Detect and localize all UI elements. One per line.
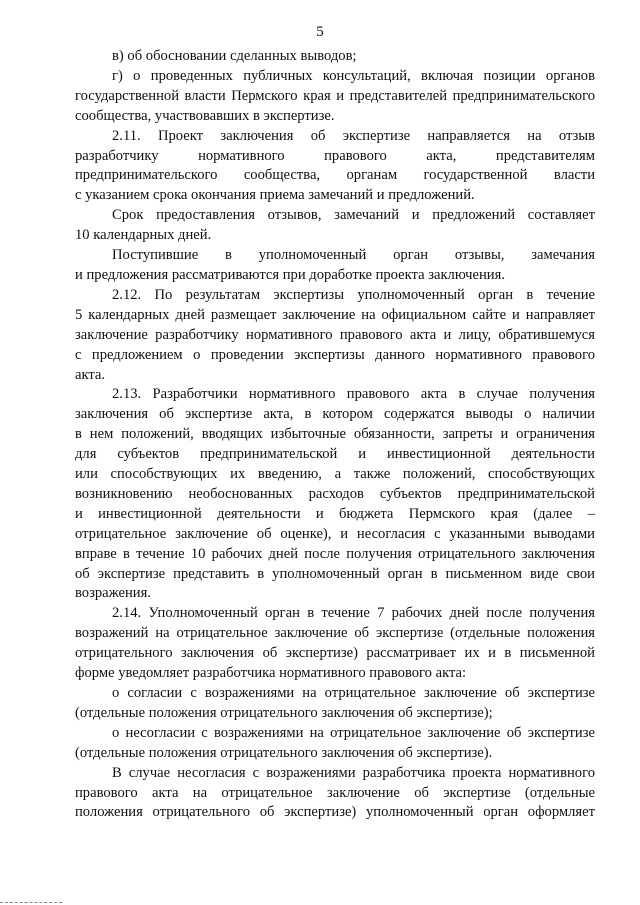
scan-edge-mark xyxy=(0,902,62,903)
text-line: 2.12. По результатам экспертизы уполномоченный орган в течение xyxy=(112,286,595,303)
paragraph-p5 xyxy=(75,246,595,286)
text-line: акта. xyxy=(75,366,106,383)
text-line: и инвестиционной деятельности и бюджета Пермского края (далее – xyxy=(75,505,595,522)
text-line: отрицательное заключение об оценке), и несогласия с указанными выводами xyxy=(75,525,595,542)
text-line: В случае несогласия с возражениями разработчика проекта нормативного xyxy=(112,764,595,781)
paragraph-p7 xyxy=(75,385,595,604)
text-line: 2.14. Уполномоченный орган в течение 7 рабочих дней после получения xyxy=(112,605,595,622)
text-line: Срок предоставления отзывов, замечаний и предложений составляет xyxy=(112,207,595,224)
text-line: 5 календарных дней размещает заключение на официальном сайте и направляет xyxy=(75,306,595,323)
text-line: в) об обосновании сделанных выводов; xyxy=(112,48,357,64)
paragraph-p8 xyxy=(75,604,595,684)
text-line: правового акта на отрицательное заключение об экспертизе (отдельные xyxy=(75,784,595,801)
text-line: отрицательного заключения об экспертизе) рассматривает их и в письменной xyxy=(75,645,595,662)
text-line: с указанием срока окончания приема замечаний и предложений. xyxy=(75,187,475,204)
paragraph-p9 xyxy=(75,684,595,724)
text-line: Поступившие в уполномоченный орган отзывы, замечания xyxy=(112,247,595,264)
text-line: заключение разработчику нормативного правового акта и лицу, обратившемуся xyxy=(75,326,595,343)
text-line: об экспертизе представить в уполномоченный орган в письменном виде свои xyxy=(75,565,595,582)
text-line: для субъектов предпринимательской и инвестиционной деятельности xyxy=(75,446,595,463)
paragraph-p6 xyxy=(75,286,595,386)
text-line: форме уведомляет разработчика нормативного правового акта: xyxy=(75,665,467,682)
text-line: разработчику нормативного правового акта, представителям xyxy=(75,147,595,164)
text-line: предпринимательского сообщества, органам государственной власти xyxy=(75,167,595,184)
text-line: 2.13. Разработчики нормативного правового акта в случае получения xyxy=(112,386,595,403)
text-line: сообщества, участвовавших в экспертизе. xyxy=(75,107,335,124)
text-line: возражений на отрицательное заключение об экспертизе (отдельные положения xyxy=(75,625,595,642)
text-line: о согласии с возражениями на отрицательное заключение об экспертизе xyxy=(112,685,595,701)
text-line: заключения об экспертизе акта, в котором содержатся выводы о наличии xyxy=(75,406,595,423)
text-line: (отдельные положения отрицательного заключения об экспертизе); xyxy=(75,704,493,721)
document-body xyxy=(75,47,595,823)
page-number: 5 xyxy=(316,24,324,40)
text-line: или способствующих их введению, а также положений, способствующих xyxy=(75,466,595,483)
text-line: и предложения рассматриваются при доработке проекта заключения. xyxy=(75,266,505,283)
text-line: с предложением о проведении экспертизы данного нормативного правового xyxy=(75,346,595,363)
text-line: в нем положений, вводящих избыточные обязанности, запреты и ограничения xyxy=(75,426,595,443)
paragraph-p2 xyxy=(75,67,595,127)
text-line: возражения. xyxy=(75,585,151,602)
paragraph-p4 xyxy=(75,206,595,246)
text-line: 2.11. Проект заключения об экспертизе направляется на отзыв xyxy=(112,127,595,144)
text-line: г) о проведенных публичных консультаций, включая позиции органов xyxy=(112,67,595,84)
text-line: государственной власти Пермского края и представителей предпринимательского xyxy=(75,87,595,104)
text-line: положения отрицательного об экспертизе) уполномоченный орган оформляет xyxy=(75,804,595,821)
paragraph-p10 xyxy=(75,724,595,764)
text-line: о несогласии с возражениями на отрицательное заключение об экспертизе xyxy=(112,724,595,741)
text-line: возникновению необоснованных расходов субъектов предпринимательской xyxy=(75,485,595,502)
paragraph-p11 xyxy=(75,764,595,824)
text-line: вправе в течение 10 рабочих дней после получения отрицательного заключения xyxy=(75,545,595,562)
text-line: 10 календарных дней. xyxy=(75,227,212,244)
paragraph-p1 xyxy=(75,47,595,67)
paragraph-p3 xyxy=(75,127,595,207)
text-line: (отдельные положения отрицательного заключения об экспертизе). xyxy=(75,744,493,761)
